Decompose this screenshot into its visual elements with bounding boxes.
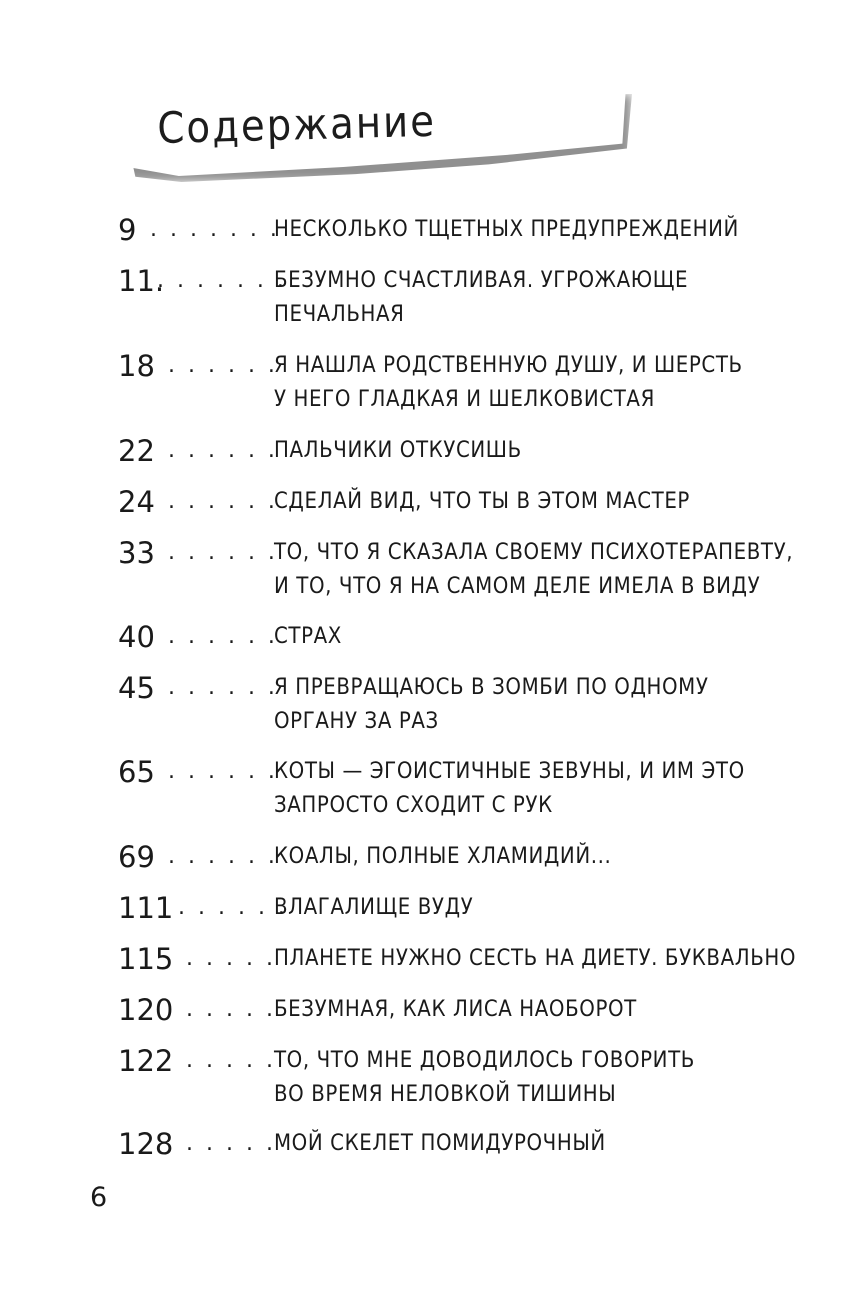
toc-entry-title: СДЕЛАЙ ВИД, ЧТО ТЫ В ЭТОМ МАСТЕР	[274, 489, 690, 514]
toc-page-number: 33	[118, 536, 155, 570]
toc-entry-title: ПЛАНЕТЕ НУЖНО СЕСТЬ НА ДИЕТУ. БУКВАЛЬНО	[274, 946, 797, 971]
toc-page-number: 11.	[118, 264, 165, 298]
toc-page-number: 111	[118, 891, 174, 925]
toc-entry-title-continued: ВО ВРЕМЯ НЕЛОВКОЙ ТИШИНЫ	[274, 1082, 617, 1107]
toc-entry-title-continued: ЗАПРОСТО СХОДИТ С РУК	[274, 793, 553, 818]
toc-page-number: 24	[118, 485, 155, 519]
toc-entry-title: БЕЗУМНО СЧАСТЛИВАЯ. УГРОЖАЮЩЕ	[274, 268, 689, 293]
toc-leader-dots: . . . . . .	[168, 353, 278, 378]
toc-entry-title-continued: У НЕГО ГЛАДКАЯ И ШЕЛКОВИСТАЯ	[274, 387, 655, 412]
toc-entry-title-continued: ОРГАНУ ЗА РАЗ	[274, 709, 439, 734]
toc-page-number: 128	[118, 1127, 174, 1161]
toc-page-number: 122	[118, 1044, 174, 1078]
page-number-footer: 6	[90, 1182, 108, 1213]
toc-leader-dots: . . . . .	[186, 997, 276, 1022]
toc-leader-dots: . . . . .	[186, 946, 276, 971]
toc-page-number: 45	[118, 671, 155, 705]
toc-leader-dots: . . . . . .	[168, 438, 278, 463]
toc-page-number: 115	[118, 942, 174, 976]
toc-leader-dots: . . . . . . .	[150, 217, 280, 242]
toc-page-number: 69	[118, 840, 155, 874]
toc-page-number: 22	[118, 434, 155, 468]
toc-entry-title-continued: И ТО, ЧТО Я НА САМОМ ДЕЛЕ ИМЕЛА В ВИДУ	[274, 574, 761, 599]
toc-leader-dots: . . . . . .	[168, 540, 278, 565]
toc-page-number: 65	[118, 755, 155, 789]
toc-entry-title: ВЛАГАЛИЩЕ ВУДУ	[274, 895, 474, 920]
toc-page-number: 9	[118, 213, 137, 247]
toc-entry-title: КОАЛЫ, ПОЛНЫЕ ХЛАМИДИЙ...	[274, 844, 612, 869]
toc-entry-title: Я ПРЕВРАЩАЮСЬ В ЗОМБИ ПО ОДНОМУ	[274, 675, 709, 700]
toc-leader-dots: . . . . .	[186, 1048, 276, 1073]
toc-entry-title-continued: ПЕЧАЛЬНАЯ	[274, 302, 405, 327]
toc-page-number: 18	[118, 349, 155, 383]
toc-leader-dots: . . . . . .	[168, 759, 278, 784]
toc-leader-dots: . . . . . .	[178, 895, 288, 920]
toc-leader-dots: . . . . . .	[168, 624, 278, 649]
toc-entry-title: КОТЫ — ЭГОИСТИЧНЫЕ ЗЕВУНЫ, И ИМ ЭТО	[274, 759, 745, 784]
toc-leader-dots: . . . . . .	[168, 489, 278, 514]
toc-entry-title: ПАЛЬЧИКИ ОТКУСИШЬ	[274, 438, 522, 463]
toc-page-number: 120	[118, 993, 174, 1027]
toc-entry-title: ТО, ЧТО МНЕ ДОВОДИЛОСЬ ГОВОРИТЬ	[274, 1048, 695, 1073]
toc-leader-dots: . . . . .	[186, 1131, 276, 1156]
page-title: Содержание	[156, 96, 437, 154]
toc-entry-title: ТО, ЧТО Я СКАЗАЛА СВОЕМУ ПСИХОТЕРАПЕВТУ,	[274, 540, 794, 565]
toc-entry-title: СТРАХ	[274, 624, 342, 649]
toc-leader-dots: . . . . . .	[168, 675, 278, 700]
toc-entry-title: НЕСКОЛЬКО ТЩЕТНЫХ ПРЕДУПРЕЖДЕНИЙ	[274, 217, 739, 242]
toc-leader-dots: . . . . . . .	[157, 268, 287, 293]
toc-entry-title: МОЙ СКЕЛЕТ ПОМИДУРОЧНЫЙ	[274, 1131, 606, 1156]
toc-entry-title: Я НАШЛА РОДСТВЕННУЮ ДУШУ, И ШЕРСТЬ	[274, 353, 743, 378]
toc-leader-dots: . . . . . .	[168, 844, 278, 869]
toc-entry-title: БЕЗУМНАЯ, КАК ЛИСА НАОБОРОТ	[274, 997, 637, 1022]
toc-page-number: 40	[118, 620, 155, 654]
